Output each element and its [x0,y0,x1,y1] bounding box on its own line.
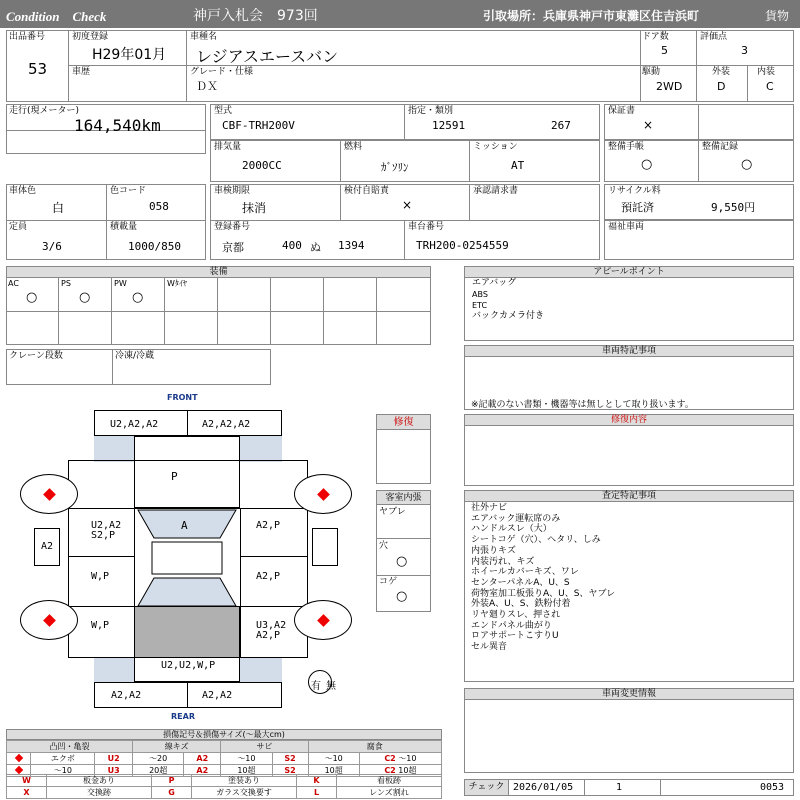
legend-cell: S2 [272,753,308,765]
displacement: 2000CC [242,159,282,172]
legend-cell: 〜10 [221,753,272,765]
left-mirror-damage: A2 [41,541,54,552]
model-label: 型式 [214,106,233,116]
vehicle-category: 貨物 [765,9,790,23]
designation: 12591 [432,119,466,132]
rear-right-bumper-damage: A2,A2 [202,690,233,701]
pw-label: PW [114,279,127,288]
interior-label: 内装 [757,67,776,77]
note-line: エンドパネル曲がり [471,620,552,631]
interior-grade: C [766,80,774,93]
note-line: ホイールカバーキズ、ワレ [471,567,579,578]
legend-symbol: L [297,787,337,799]
mission-label: ミッション [473,142,518,152]
rear-panel-damage: U2,U2,W,P [161,660,216,671]
score: 3 [741,44,748,57]
interior-hole-mark: ○ [396,554,408,569]
change-header: 車両変更情報 [464,688,794,700]
liability: × [402,198,413,212]
cargo-floor [134,606,240,658]
capacity: 3/6 [42,240,62,253]
right-rear-damage-2: A2,P [256,630,281,641]
legend-group: 線キズ [133,741,221,753]
warranty-label: 保証書 [608,106,636,116]
doors-label: ドア数 [642,32,669,42]
history-label: 車歴 [72,67,91,77]
inspection: 抹消 [242,201,267,215]
reg-region: 京都 [222,241,244,254]
ac-mark: ○ [26,290,38,305]
liability-label: 検付自賠責 [344,186,390,196]
appeal-item: バックカメラ付き [472,311,545,321]
hood-damage: P [171,470,178,483]
grade-label: グレード・仕様 [190,67,254,77]
rear-right-quarter [240,658,282,682]
front-left-bumper-damage: U2,A2,A2 [110,419,159,430]
maintenance-label: 整備手帳 [608,142,645,152]
legend-cell: A2 [184,765,221,777]
legend-cell: C2 10超 [359,765,441,777]
notes-header: 車両特記事項 [464,345,794,357]
ps-label: PS [61,279,71,288]
note-line: ハンドルスレ（大） [471,524,552,535]
pickup-location: 引取場所：兵庫県神戸市東灘区住吉浜町 [483,9,700,23]
exterior-grade: D [717,80,726,93]
legend-group: サビ [221,741,308,753]
legend-group: 腐食 [308,741,441,753]
legend-cell: U3 [95,765,133,777]
check-label: チェック [465,780,509,795]
header-bar [0,0,800,28]
registration-box [210,184,600,260]
exterior-label: 外装 [712,67,731,77]
legend-cell: エクボ [31,753,95,765]
spare-present: 有 [311,681,321,692]
legend-cell: 10超 [308,765,359,777]
legend-cell: 〜10 [31,765,95,777]
mileage: 164,540km [74,116,161,135]
designation-label: 指定・類別 [408,106,454,116]
check-code: 0053 [760,782,785,793]
legend-group: 凸凹・亀裂 [7,741,133,753]
repair-detail-header: 修復内容 [464,414,794,426]
note-line: 荷物室加工板張りA、U、S、ヤブレ [471,588,616,599]
front-left-fender [94,436,134,462]
legend-cell: 10超 [221,765,272,777]
notes-footer: ※記載のない書類・機器等は無しとして取り扱います。 [471,400,694,410]
note-line: リヤ廻りスレ、押され [471,610,561,621]
spare-none: 無 [326,681,336,692]
welfare-label: 福祉車両 [608,222,645,232]
drive: 2WD [656,80,683,93]
color-code-label: 色コード [110,186,147,196]
tire-rear-left [20,600,78,640]
grade: ＤＸ [196,80,218,93]
legend-cell: 〜20 [133,753,184,765]
record: ○ [741,157,753,172]
chassis-label: 車台番号 [408,222,445,232]
rear-label: REAR [171,712,195,721]
recycle-label: リサイクル料 [608,186,661,196]
right-mirror [312,528,338,566]
car-name-label: 車種名 [190,32,218,42]
mission: AT [511,159,525,172]
reg-kana: ぬ [310,241,321,254]
legend-symbol-desc: 看板跡 [337,775,442,787]
repair-header: 修復 [377,415,430,430]
left-mid-damage: W,P [91,571,110,582]
interior-burn-label: コゲ [379,577,398,587]
front-label: FRONT [167,393,198,402]
reg-no-label: 登録番号 [214,222,251,232]
legend-cell: S2 [272,765,308,777]
first-reg-label: 初度登録 [72,32,109,42]
body-color: 白 [52,201,65,215]
check-number: 1 [616,782,623,793]
appeal-item: エアバッグ [472,278,517,288]
note-line: ロアサポートこすりU [471,631,559,642]
mileage-label: 走行(現メーター) [9,106,80,116]
legend-symbol-desc: 板金あり [47,775,152,787]
drive-label: 駆動 [642,67,661,77]
reg-number: 1394 [338,239,365,252]
windshield-damage: A [181,519,188,532]
inspection-label: 車検期限 [214,186,251,196]
lot-number: 53 [28,60,48,78]
right-mid-damage: A2,P [256,571,281,582]
wtire-label: Wﾀｲﾔ [167,279,187,288]
capacity-label: 定員 [9,222,28,232]
legend-cell: 〜10 [308,753,359,765]
legend-symbol: K [297,775,337,787]
appeal-item: ETC [472,301,488,310]
class-number: 267 [551,119,571,132]
fuel-label: 燃料 [344,142,363,152]
crane-label: クレーン段数 [9,351,63,361]
legend-table [6,740,442,777]
doors: 5 [661,44,668,57]
right-front-door-damage: A2,P [256,520,281,531]
legend-header: 損傷記号＆損傷サイズ(〜最大cm) [6,729,442,740]
ps-mark: ○ [79,290,91,305]
body-color-label: 車体色 [9,186,37,196]
right-rear-damage: U3,A2 [256,620,287,631]
recycle-status: 預託済 [621,201,654,214]
tire-front-right [294,474,352,514]
note-line: 外装A、U、S、鉄粉付着 [471,599,571,610]
left-front-door-damage: U2,A2 [91,520,122,531]
first-reg: H29年01月 [92,47,167,63]
legend-diamond-icon [7,753,31,765]
record-label: 整備記録 [702,142,739,152]
note-line: 社外ナビ [471,503,508,513]
legend-symbol: P [152,775,192,787]
note-line: 内装汚れ、キズ [471,556,535,567]
rear-left-quarter [94,658,134,682]
maintenance: ○ [641,157,653,172]
auction-name: 神戸入札会 973回 [193,8,318,24]
displacement-label: 排気量 [214,142,242,152]
legend-symbol-desc: レンズ割れ [337,787,442,799]
score-label: 評価点 [700,32,728,42]
legend-cell: A2 [184,753,221,765]
legend-cell: C2 〜10 [359,753,441,765]
legend-symbol: W [7,775,47,787]
interior-header: 客室内張 [377,491,430,505]
inspection-notes-header: 査定特記事項 [464,490,794,502]
appeal-list [472,278,544,322]
legend-symbol: X [7,787,47,799]
interior-hole-label: 穴 [379,541,389,551]
legend-cell: U2 [95,753,133,765]
load: 1000/850 [128,240,181,253]
lot-label: 出品番号 [9,32,46,42]
change-box [464,688,794,773]
check-date: 2026/01/05 [513,782,574,793]
front-right-bumper-damage: A2,A2,A2 [202,419,251,430]
interior-tear-label: ヤブレ [379,507,406,517]
reg-class: 400 [282,239,302,252]
legend-symbol-desc: 塗装あり [192,775,297,787]
model: CBF-TRH200V [222,119,295,132]
hood [134,436,240,508]
note-line: エアバック運転席のみ [471,513,561,524]
note-line: シートコゲ（穴）、ヘタリ、しみ [471,535,601,546]
legend-symbol: G [152,787,192,799]
legend-cell: 20超 [133,765,184,777]
pw-mark: ○ [132,290,144,305]
recycle-fee: 9,550円 [711,201,756,214]
rear-left-bumper-damage: A2,A2 [111,690,142,701]
fuel: ｶﾞｿﾘﾝ [381,161,409,174]
legend-symbol-desc: ガラス交換要す [192,787,297,799]
appeal-item: ABS [472,290,488,299]
ac-label: AC [8,279,19,288]
tire-rear-right [294,600,352,640]
tire-front-left [20,474,78,514]
car-name: レジアスエースバン [196,47,339,66]
chassis-number: TRH200-0254559 [416,239,509,252]
inspection-notes-list [471,503,615,653]
warranty: × [643,118,654,132]
left-rear-damage: W,P [91,620,110,631]
front-right-fender [240,436,282,462]
left-front-door-damage-2: S2,P [91,530,116,541]
note-line: セル異音 [471,642,508,653]
equipment-header: 装備 [6,266,431,278]
legend-symbol-desc: 交換跡 [47,787,152,799]
legend-symbols-table [6,774,442,799]
interior-burn-mark: ○ [396,589,408,604]
load-label: 積載量 [110,222,138,232]
appeal-header: アピールポイント [464,266,794,278]
note-line: 内張りキズ [471,545,516,556]
approval-label: 承認請求書 [473,186,519,196]
freezer-label: 冷凍/冷蔵 [115,351,155,361]
note-line: センターパネルA、U、S [471,577,570,588]
color-code: 058 [149,200,169,213]
header-title: Condition Check [6,9,107,24]
